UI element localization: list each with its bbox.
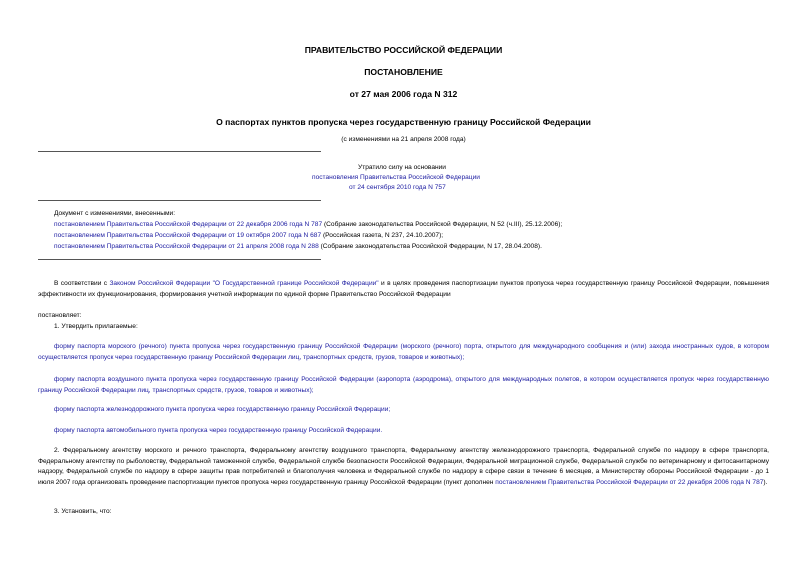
item-2-end: ). — [763, 478, 768, 486]
federal-law-link[interactable]: Законом Российской Федерации "О Государственной границе Российской Федерации" — [109, 280, 379, 287]
amendment-link[interactable]: постановлением Правительства Российской Федерации от 22 декабря 2006 года N 787 — [54, 221, 323, 228]
divider-line — [38, 259, 321, 260]
void-notice-text: Утратило силу на основании — [358, 164, 446, 171]
preamble-text-end: и в целях проведения паспортизации пунктов пропуска через государственную границу Российской Федерации, повышения эффективности их функционирования, формирования учетной информации по единой форме Правительство Российской Федерации — [38, 280, 769, 298]
item-1: 1. Утвердить прилагаемые: — [54, 323, 138, 330]
decrees-word: постановляет: — [38, 312, 82, 319]
form-link-railway[interactable]: форму паспорта железнодорожного пункта пропуска через государственную границу Российской Федерации; — [54, 406, 391, 413]
document-date: от 27 мая 2006 года N 312 — [349, 89, 458, 99]
amendment-source: (Собрание законодательства Российской Федерации, N 52 (ч.III), 25.12.2006); — [322, 221, 563, 228]
divider-line — [38, 151, 321, 152]
form-link-automobile[interactable]: форму паспорта автомобильного пункта пропуска через государственную границу Российской Федерации. — [54, 427, 383, 434]
document-type-heading: ПОСТАНОВЛЕНИЕ — [364, 67, 443, 77]
item-2-link[interactable]: постановлением Правительства Российской Федерации от 22 декабря 2006 года N 787 — [495, 478, 764, 486]
amendment-link[interactable]: постановлением Правительства Российской Федерации от 21 апреля 2008 года N 288 — [54, 243, 319, 250]
amendments-intro: Документ с изменениями, внесенными: — [54, 210, 176, 217]
preamble-text: В соответствии с — [54, 280, 110, 287]
amendment-link[interactable]: постановлением Правительства Российской Федерации от 19 октября 2007 года N 687 — [54, 232, 322, 239]
amendment-source: (Собрание законодательства Российской Федерации, N 17, 28.04.2008). — [318, 243, 542, 250]
amendment-item — [54, 221, 562, 228]
amendment-item — [54, 232, 443, 239]
document-title: О паспортах пунктов пропуска через государственную границу Российской Федерации — [216, 117, 591, 127]
item-2-paragraph — [38, 446, 769, 488]
amendment-note: (с изменениями на 21 апреля 2008 года) — [341, 136, 466, 143]
government-heading: ПРАВИТЕЛЬСТВО РОССИЙСКОЙ ФЕДЕРАЦИИ — [304, 45, 503, 55]
item-2-text: 2. Федеральному агентству морского и речного транспорта, Федеральному агентству воздушного транспорта, Федеральному агентству железнодорожного транспорта, Федеральной службе по надзору в сфере транспорта, Федеральному агентству по рыболовству, Федеральной таможенной службе, Федеральной службе безопасности Российской Федерации, Федеральной миграционной службе, Федеральной службе по ветеринарному и фитосанитарному надзору, Федеральной службе по надзору в сфере защиты прав потребителей и благополучия человека и Федеральной службе по надзору в сфере связи в течение 6 месяцев, а Министерству обороны Российской Федерации - до 1 июля 2007 года организовать проведение паспортизации пунктов пропуска через государственную границу Российской Федерации (пункт дополнен — [38, 447, 769, 486]
divider-line — [38, 200, 321, 201]
void-notice-link-date[interactable]: от 24 сентября 2010 года N 757 — [349, 184, 446, 191]
amendment-item — [54, 243, 542, 250]
preamble-paragraph — [38, 279, 769, 300]
amendment-source: (Российская газета, N 237, 24.10.2007); — [321, 232, 444, 239]
form-link-sea-port[interactable]: форму паспорта морского (речного) пункта пропуска через государственную границу Российской Федерации (морского (речного) порта, открытого для международного сообщения и (или) захода иностранных судов, в котором осуществляется пропуск через государственную границу Российской Федерации лиц, транспортных средств, грузов, товаров и животных); — [38, 343, 769, 361]
form-link-air-port[interactable]: форму паспорта воздушного пункта пропуска через государственную границу Российской Федерации (аэропорта (аэродрома), открытого для международных полетов, в котором осуществляется пропуск через государственную границу Российской Федерации лиц, транспортных средств, грузов, товаров и животных); — [38, 376, 769, 394]
void-notice-link[interactable]: постановления Правительства Российской Федерации — [312, 174, 480, 181]
item-3: 3. Установить, что: — [54, 508, 112, 515]
